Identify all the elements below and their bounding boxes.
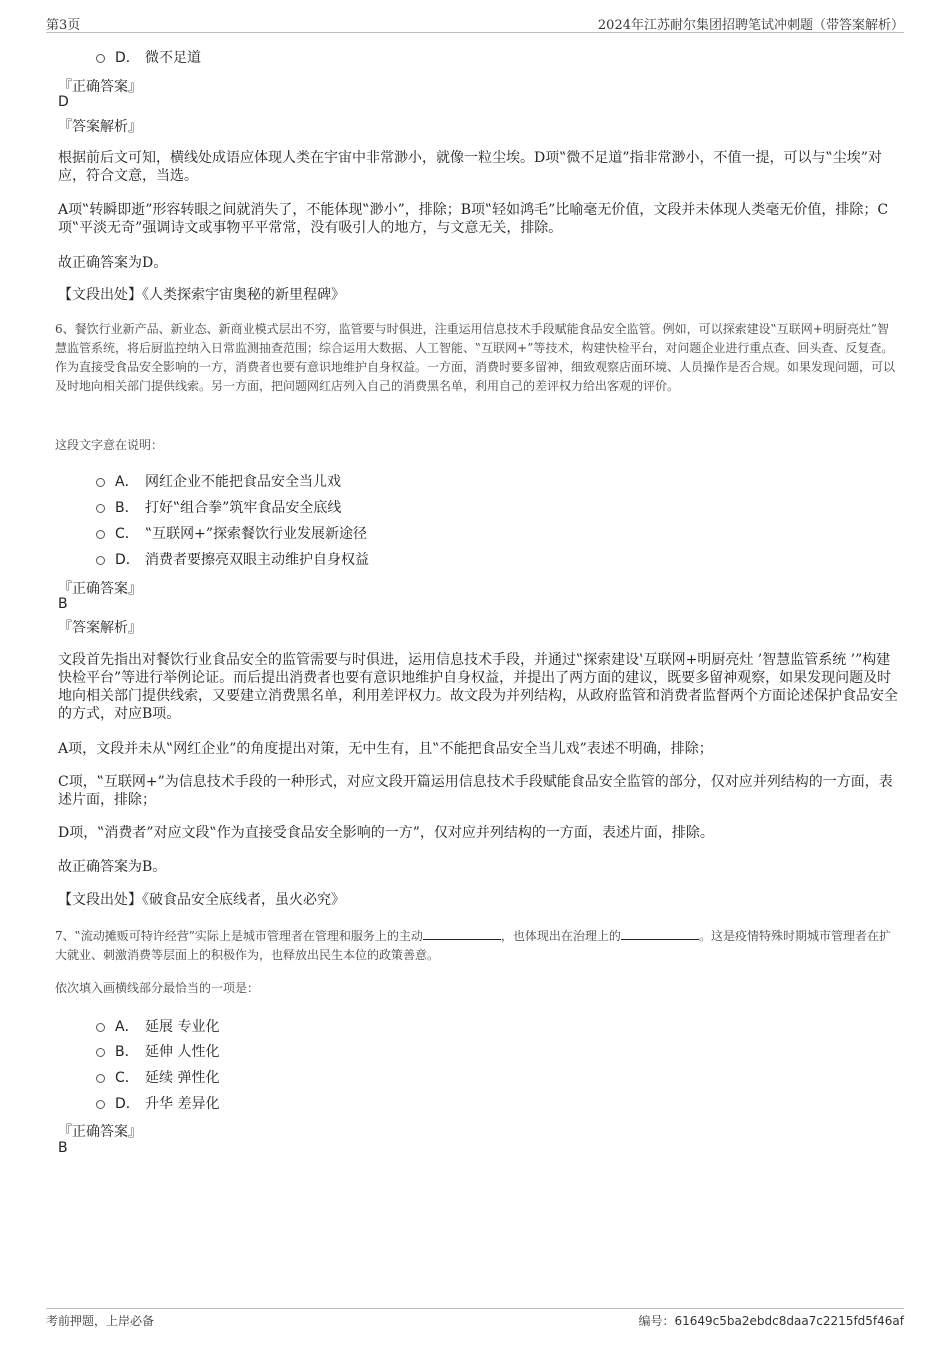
option-letter: B． (115, 1044, 139, 1060)
q6-analysis-para-2: A项，文段并未从‟网红企业”的角度提出对策，无中生有，且‟不能把食品安全当儿戏”表述不明确，排除； (58, 741, 713, 757)
q7-answer: B (58, 1140, 68, 1156)
option-letter: D． (115, 1096, 140, 1112)
q6-analysis-para-5: 故正确答案为B。 (58, 859, 167, 875)
q5-source: 【文段出处】《人类探索宇宙奥秘的新里程碑》 (58, 287, 345, 303)
option-letter: B． (115, 500, 139, 516)
footer-slogan: 考前押题，上岸必备 (46, 1314, 155, 1328)
option-letter: C． (115, 1070, 139, 1086)
page-number: 第3页 (46, 18, 81, 33)
radio-icon[interactable] (96, 1074, 105, 1083)
option-letter: A． (115, 1019, 139, 1035)
q5-answer: D (58, 94, 69, 110)
document-title: 2024年江苏耐尔集团招聘笔试冲刺题（带答案解析） (597, 18, 904, 33)
radio-icon[interactable] (96, 530, 105, 539)
q6-analysis-para-3: C项，‟互联网+”为信息技术手段的一种形式，对应文段开篇运用信息技术手段赋能食品安全监管的部分，仅对应并列结构的一方面，表述片面，排除； (58, 774, 893, 808)
q5-option-d[interactable] (96, 47, 201, 67)
q7-option-a[interactable] (96, 1016, 219, 1036)
radio-icon[interactable] (96, 1100, 105, 1109)
q5-analysis-label: 『答案解析』 (58, 119, 142, 135)
q6-option-a[interactable] (96, 471, 341, 491)
q6-option-d[interactable] (96, 549, 369, 569)
radio-icon[interactable] (96, 54, 105, 63)
q5-answer-label: 『正确答案』 (58, 79, 142, 95)
q6-analysis-para-4: D项，‟消费者”对应文段‟作为直接受食品安全影响的一方”，仅对应并列结构的一方面，表述片面，排除。 (58, 825, 714, 841)
q7-option-d[interactable] (96, 1093, 219, 1113)
option-letter: D． (115, 50, 140, 66)
option-text: 微不足道 (145, 50, 201, 66)
option-text: 升华 差异化 (145, 1096, 220, 1112)
option-letter: A． (115, 474, 139, 490)
q6-option-c[interactable] (96, 523, 367, 543)
option-text: 消费者要擦亮双眼主动维护自身权益 (145, 552, 369, 568)
page-footer (46, 1308, 904, 1329)
q7-option-b[interactable] (96, 1041, 219, 1061)
page-header (46, 14, 904, 33)
option-text: ‟互联网+”探索餐饮行业发展新途径 (145, 526, 368, 542)
option-text: 延展 专业化 (145, 1019, 220, 1035)
q6-analysis-para-1: 文段首先指出对餐饮行业食品安全的监管需要与时俱进，运用信息技术手段，并通过‟探索建设‛互联网+明厨亮灶 ’智慧监管系统 ’”构建快检平台”等进行举例论证。而后提出消费者也要有意识地维护自身权益，并提出了两方面的建议，既要多留神观察，如果发现问题及时地向相关部门提供线索，又要建立消费黑名单，利用差评权力。故文段为并列结构，从政府监管和消费者监督两个方面论述保护食品安全的方式，对应B项。 (58, 652, 898, 722)
q6-source: 【文段出处】《破食品安全底线者，虽火必究》 (58, 892, 345, 908)
option-text: 延伸 人性化 (145, 1044, 220, 1060)
code-label: 编号： (638, 1314, 675, 1328)
radio-icon[interactable] (96, 556, 105, 565)
fill-blank-1 (423, 929, 501, 940)
option-text: 网红企业不能把食品安全当儿戏 (145, 474, 341, 490)
radio-icon[interactable] (96, 1023, 105, 1032)
q6-answer-label: 『正确答案』 (58, 581, 142, 597)
radio-icon[interactable] (96, 1048, 105, 1057)
option-text: 延续 弹性化 (145, 1070, 220, 1086)
q7-stem-part-2: ，也体现出在治理上的 (500, 929, 621, 943)
q5-analysis-para-1: 根据前后文可知，横线处成语应体现人类在宇宙中非常渺小，就像一粒尘埃。D项‟微不足道”指非常渺小，不值一提，可以与‟尘埃”对应，符合文意，当选。 (58, 150, 882, 184)
q6-stem: 6、餐饮行业新产品、新业态、新商业模式层出不穷，监管要与时俱进，注重运用信息技术手段赋能食品安全监管。例如，可以探索建设‟互联网+明厨亮灶”智慧监管系统，将后厨监控纳入日常监测抽查范围；综合运用大数据、人工智能、‟互联网+”等技术，构建快检平台，对问题企业进行重点查、回头查、反复查。作为直接受食品安全影响的一方，消费者也要有意识地维护自身权益。一方面，消费时要多留神，细致观察店面环境、人员操作是否合规。如果发现问题，可以及时地向相关部门提供线索。另一方面，把问题网红店列入自己的消费黑名单，利用自己的差评权力给出客观的评价。 (55, 322, 896, 393)
q7-stem-part-1: 7、‟流动摊贩可特许经营”实际上是城市管理者在管理和服务上的主动 (55, 929, 423, 943)
radio-icon[interactable] (96, 478, 105, 487)
q6-analysis-label: 『答案解析』 (58, 620, 142, 636)
q5-analysis-para-3: 故正确答案为D。 (58, 255, 168, 271)
option-letter: D． (115, 552, 140, 568)
q7-answer-label: 『正确答案』 (58, 1124, 142, 1140)
option-text: 打好‟组合拳”筑牢食品安全底线 (145, 500, 342, 516)
q7-option-c[interactable] (96, 1067, 219, 1087)
q7-stem (55, 927, 900, 965)
q7-prompt: 依次填入画横线部分最恰当的一项是： (55, 981, 260, 995)
document-code (638, 1312, 904, 1329)
q5-analysis-para-2: A项‟转瞬即逝”形容转眼之间就消失了，不能体现‟渺小”，排除；B项‟轻如鸿毛”比喻毫无价值，文段并未体现人类毫无价值，排除；C项‟平淡无奇”强调诗文或事物平平常常，没有吸引人的地方，与文意无关，排除。 (58, 202, 889, 236)
radio-icon[interactable] (96, 504, 105, 513)
q6-prompt: 这段文字意在说明： (55, 438, 164, 452)
code-value: 61649c5ba2ebdc8daa7c2215fd5f46af (674, 1314, 904, 1328)
q7-stem-part-3: 。这是疫情特殊时期城市管理者在扩大就业、刺激消费等层面上的积极作为，也释放出民生本位的政策善意。 (55, 929, 891, 962)
option-letter: C． (115, 526, 139, 542)
q6-answer: B (58, 596, 68, 612)
fill-blank-2 (621, 929, 699, 940)
q6-option-b[interactable] (96, 497, 341, 517)
